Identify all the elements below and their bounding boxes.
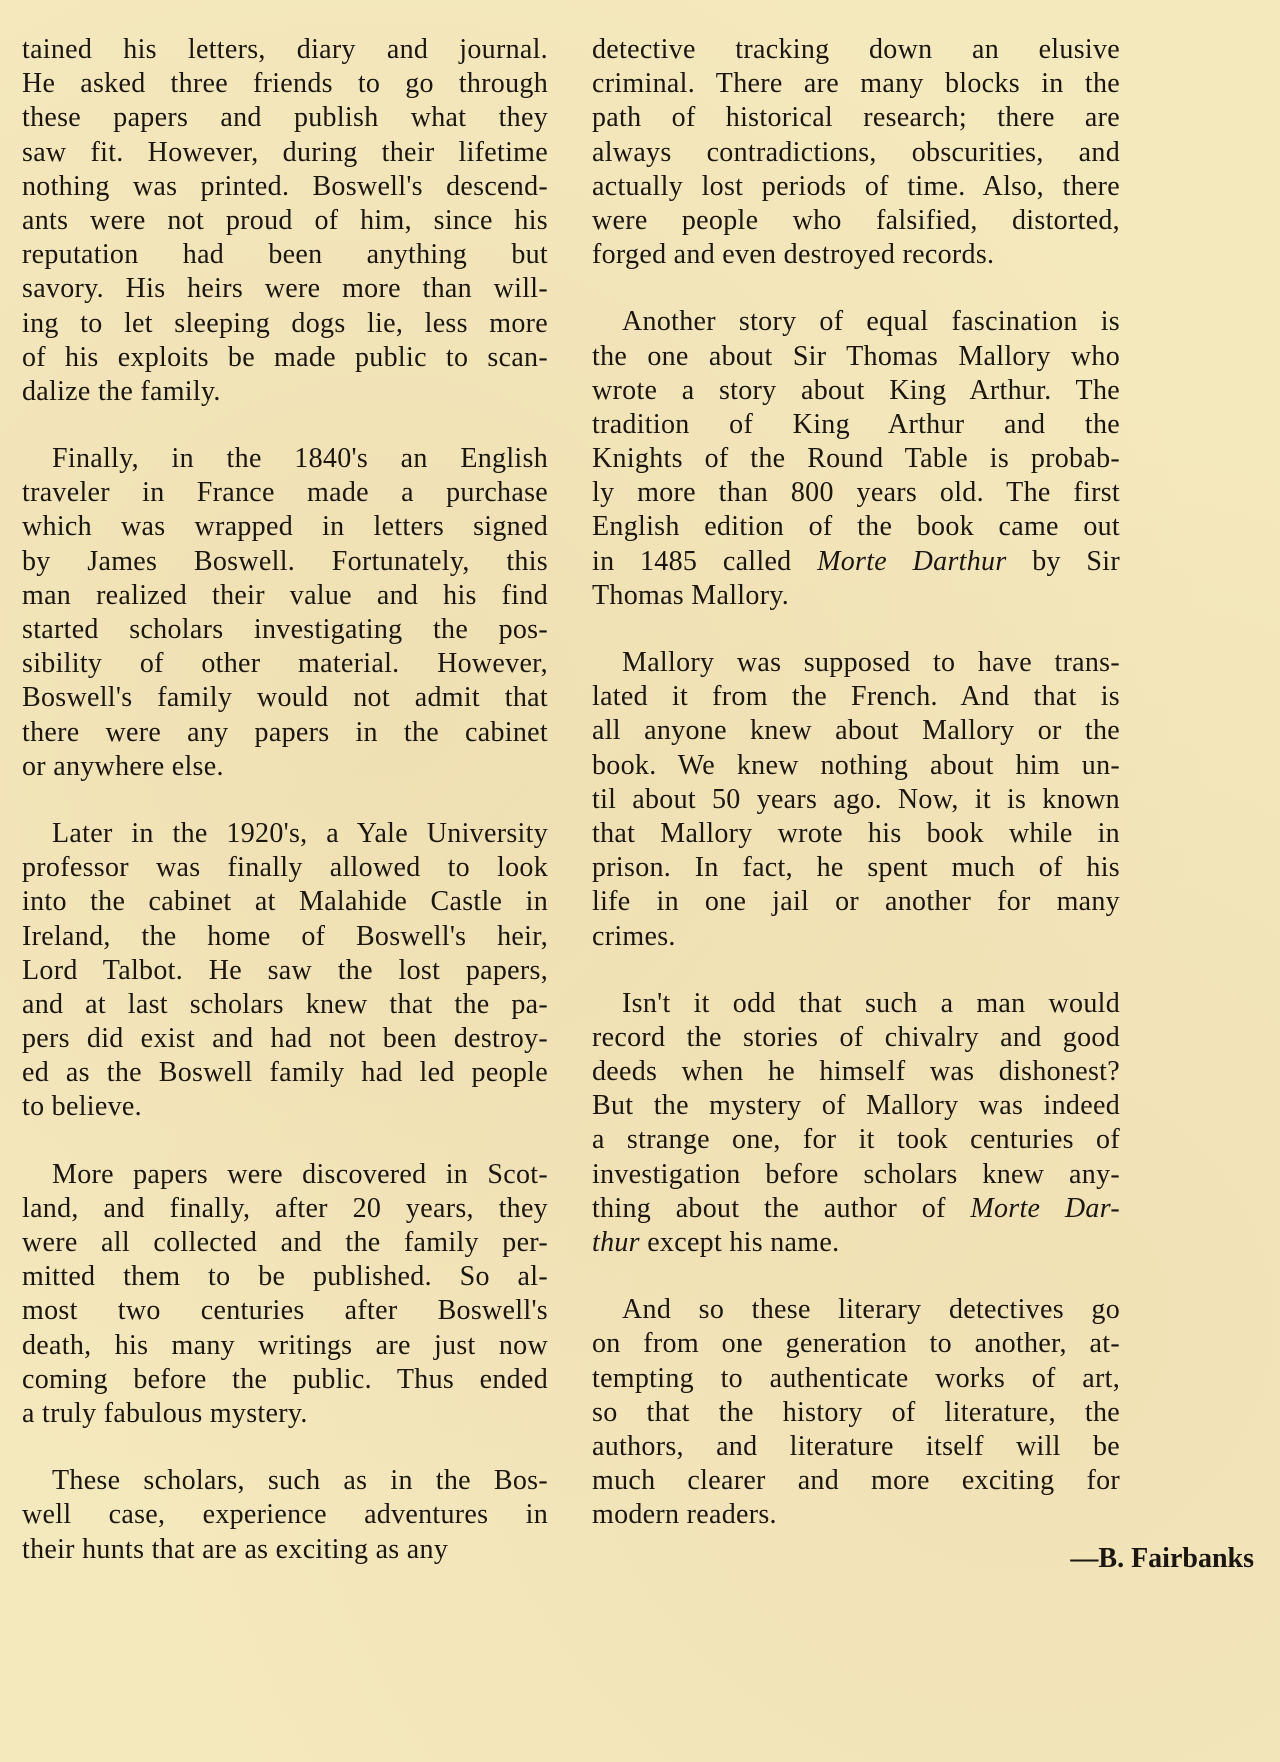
- text-span: by Sir: [1006, 545, 1120, 577]
- text-line: til about 50 years ago. Now, it is known: [592, 783, 1120, 815]
- text-line: Knights of the Round Table is probab-: [592, 443, 1120, 475]
- paragraph: [592, 646, 1120, 954]
- text-line: all anyone knew about Mallory or the: [592, 715, 1120, 747]
- text-line: man realized their value and his find: [22, 579, 548, 611]
- text-line: that Mallory wrote his book while in: [592, 817, 1120, 849]
- text-line: mitted them to be published. So al-: [22, 1261, 548, 1293]
- paragraph: [592, 987, 1120, 1261]
- text-line: record the stories of chivalry and good: [592, 1021, 1120, 1053]
- text-line: most two centuries after Boswell's: [22, 1295, 548, 1327]
- text-line: Thomas Mallory.: [592, 579, 790, 611]
- text-line: investigation before scholars knew any-: [592, 1158, 1120, 1190]
- text-line: always contradictions, obscurities, and: [592, 136, 1120, 168]
- text-line: tradition of King Arthur and the: [592, 408, 1120, 440]
- text-line: reputation had been anything but: [22, 239, 548, 271]
- text-line: a truly fabulous mystery.: [22, 1397, 308, 1429]
- text-line: [592, 1226, 1120, 1260]
- text-line: of his exploits be made public to scan-: [22, 341, 548, 373]
- text-line: actually lost periods of time. Also, there: [592, 170, 1120, 202]
- text-line: these papers and publish what they: [22, 102, 548, 134]
- text-line: [592, 1192, 1120, 1226]
- text-line: dalize the family.: [22, 375, 221, 407]
- text-line: to believe.: [22, 1091, 142, 1123]
- text-line: started scholars investigating the pos-: [22, 614, 548, 645]
- text-line: by James Boswell. Fortunately, this: [22, 545, 548, 577]
- text-line: authors, and literature itself will be: [592, 1430, 1120, 1462]
- text-line: deeds when he himself was dishonest?: [592, 1056, 1120, 1088]
- text-line: into the cabinet at Malahide Castle in: [22, 886, 548, 918]
- italic-title: thur: [592, 1227, 640, 1258]
- right-column: [592, 33, 1120, 1566]
- text-line: on from one generation to another, at-: [592, 1328, 1120, 1360]
- text-line: savory. His heirs were more than will-: [22, 273, 548, 305]
- text-line: These scholars, such as in the Bos-: [52, 1465, 548, 1497]
- text-line: were people who falsified, distorted,: [592, 204, 1120, 236]
- text-line: ants were not proud of him, since his: [22, 204, 548, 236]
- text-line: Boswell's family would not admit that: [22, 682, 548, 714]
- text-line: wrote a story about King Arthur. The: [592, 374, 1120, 406]
- text-line: And so these literary detectives go: [622, 1294, 1120, 1326]
- paragraph: [592, 305, 1120, 613]
- text-line: traveler in France made a purchase: [22, 477, 548, 509]
- text-line: Finally, in the 1840's an English: [52, 443, 548, 475]
- text-line: a strange one, for it took centuries of: [592, 1124, 1120, 1156]
- text-line: criminal. There are many blocks in the: [592, 68, 1120, 100]
- text-line: lated it from the French. And that is: [592, 681, 1120, 713]
- paragraph: [22, 33, 548, 409]
- text-line: land, and finally, after 20 years, they: [22, 1192, 548, 1224]
- text-line: tempting to authenticate works of art,: [592, 1362, 1120, 1394]
- text-span: thing about the author of: [592, 1192, 971, 1224]
- text-line: Mallory was supposed to have trans-: [622, 647, 1120, 678]
- text-line: [592, 545, 1120, 579]
- text-line: book. We knew nothing about him un-: [592, 749, 1120, 781]
- text-line: Isn't it odd that such a man would: [622, 987, 1120, 1019]
- paragraph: [22, 442, 548, 784]
- paragraph: [592, 1293, 1120, 1532]
- text-line: and at last scholars knew that the pa-: [22, 988, 548, 1020]
- text-line: modern readers.: [592, 1499, 777, 1531]
- italic-title: Morte Darthur: [817, 545, 1007, 577]
- paragraph: [592, 33, 1120, 272]
- text-line: Lord Talbot. He saw the lost papers,: [22, 954, 548, 986]
- text-line: the one about Sir Thomas Mallory who: [592, 340, 1120, 372]
- text-line: sibility of other material. However,: [22, 648, 548, 680]
- text-line: He asked three friends to go through: [22, 68, 548, 100]
- text-line: saw fit. However, during their lifetime: [22, 136, 548, 168]
- text-line: ing to let sleeping dogs lie, less more: [22, 307, 548, 339]
- text-line: But the mystery of Mallory was indeed: [592, 1090, 1120, 1122]
- text-line: professor was finally allowed to look: [22, 852, 548, 884]
- text-line: which was wrapped in letters signed: [22, 511, 548, 543]
- text-line: coming before the public. Thus ended: [22, 1363, 548, 1395]
- text-line: detective tracking down an elusive: [592, 34, 1120, 65]
- text-line: nothing was printed. Boswell's descend-: [22, 170, 548, 202]
- text-line: path of historical research; there are: [592, 102, 1120, 134]
- text-line: much clearer and more exciting for: [592, 1465, 1120, 1497]
- text-line: were all collected and the family per-: [22, 1227, 548, 1258]
- text-line: ed as the Boswell family had led people: [22, 1057, 548, 1089]
- text-line: Another story of equal fascination is: [622, 306, 1120, 338]
- text-line: ly more than 800 years old. The first: [592, 477, 1120, 509]
- text-line: life in one jail or another for many: [592, 886, 1120, 918]
- paragraph: [22, 1464, 548, 1567]
- text-line: tained his letters, diary and journal.: [22, 34, 548, 65]
- text-span: except his name.: [639, 1227, 840, 1258]
- text-line: English edition of the book came out: [592, 511, 1120, 543]
- text-line: their hunts that are as exciting as any: [22, 1533, 449, 1565]
- text-line: More papers were discovered in Scot-: [52, 1158, 548, 1190]
- text-line: Later in the 1920's, a Yale University: [52, 817, 548, 849]
- italic-title: Morte Dar-: [970, 1192, 1120, 1224]
- paragraph: [22, 1158, 548, 1432]
- text-line: there were any papers in the cabinet: [22, 716, 548, 748]
- text-line: prison. In fact, he spent much of his: [592, 852, 1120, 884]
- text-line: pers did exist and had not been destroy-: [22, 1023, 548, 1055]
- text-line: death, his many writings are just now: [22, 1329, 548, 1361]
- text-line: crimes.: [592, 920, 676, 952]
- text-line: Ireland, the home of Boswell's heir,: [22, 920, 548, 952]
- text-line: or anywhere else.: [22, 750, 224, 782]
- left-column: [22, 33, 548, 1600]
- author-signature: —B. Fairbanks: [1070, 1543, 1254, 1574]
- paragraph: [22, 817, 548, 1125]
- text-line: so that the history of literature, the: [592, 1396, 1120, 1428]
- text-line: well case, experience adventures in: [22, 1499, 548, 1531]
- text-span: in 1485 called: [592, 545, 818, 577]
- text-line: forged and even destroyed records.: [592, 239, 995, 271]
